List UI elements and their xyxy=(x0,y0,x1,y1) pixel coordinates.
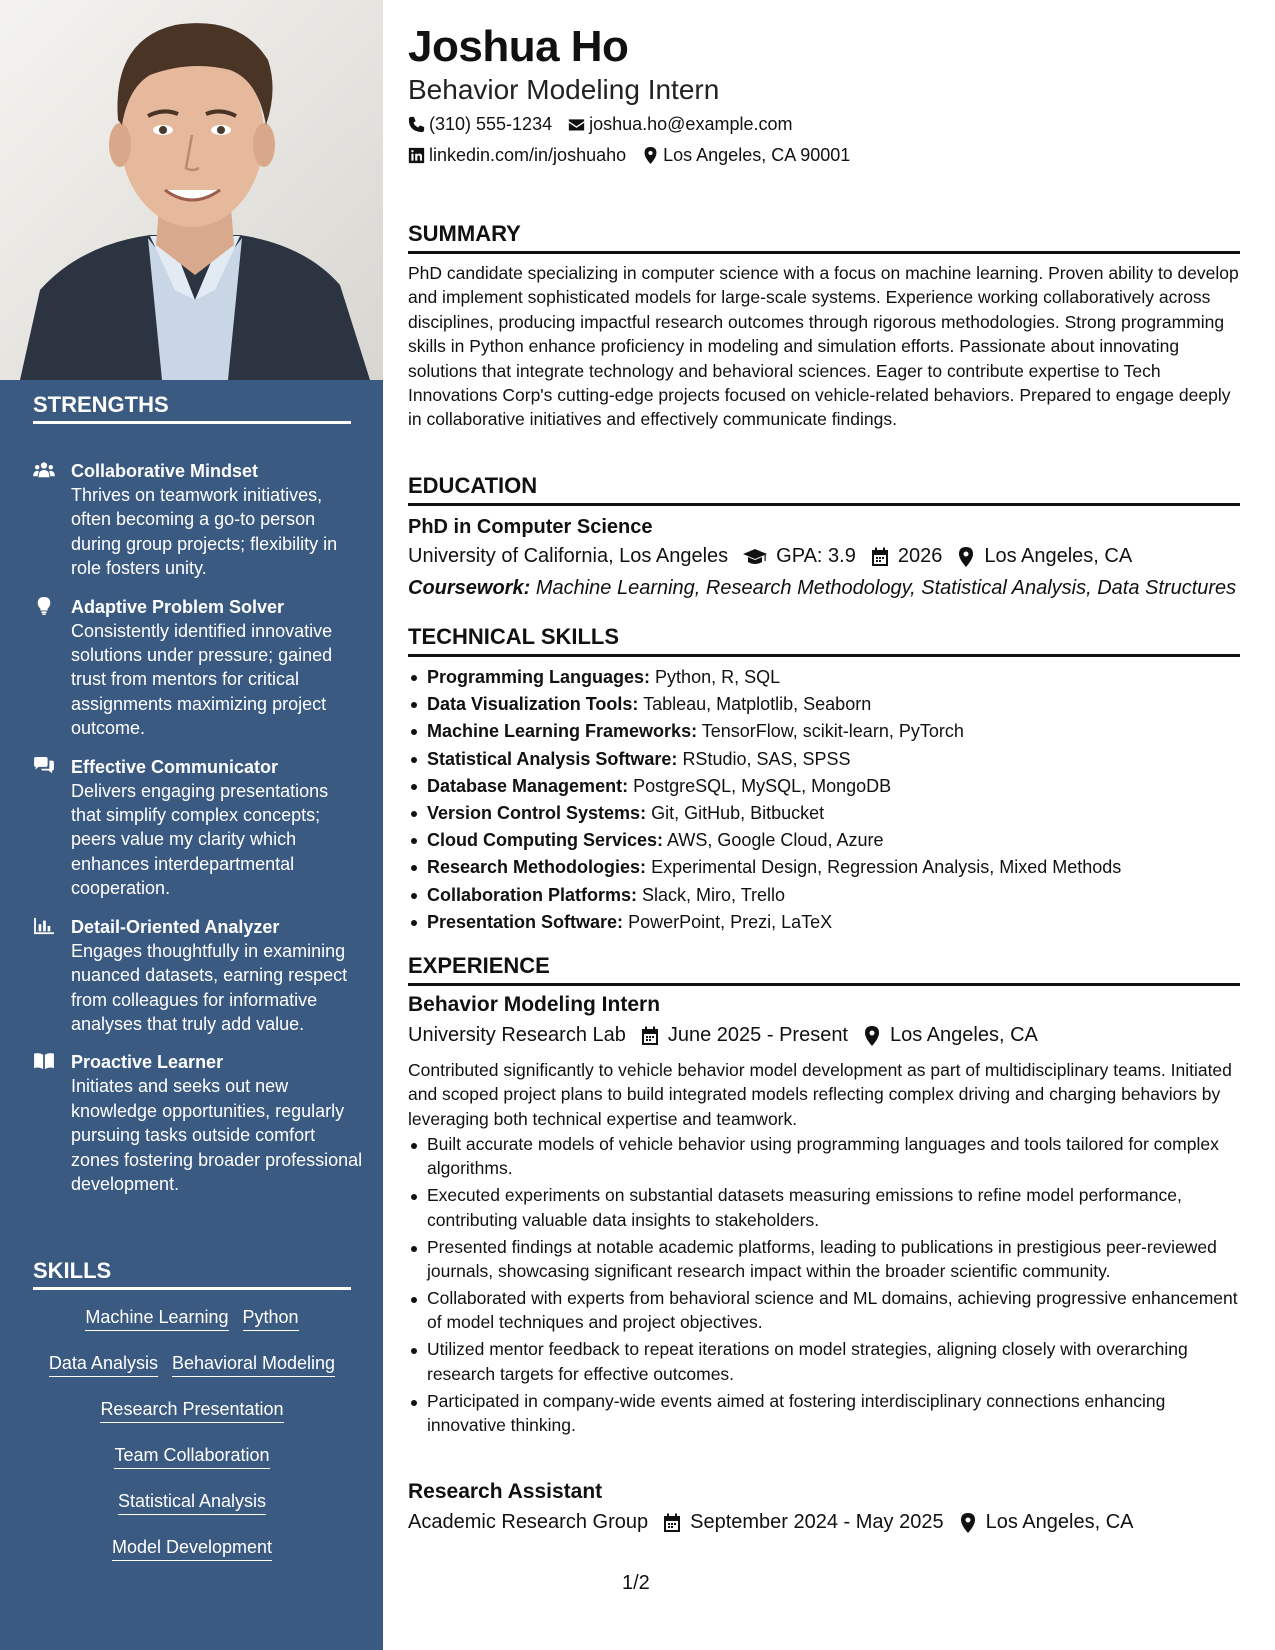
gpa xyxy=(742,545,856,568)
strength-item xyxy=(33,459,363,581)
coursework xyxy=(408,577,1236,600)
profile-photo-illustration xyxy=(0,0,383,380)
list-item xyxy=(408,718,1240,745)
skill-label: Database Management: xyxy=(427,775,629,796)
skill-value: PowerPoint, Prezi, LaTeX xyxy=(628,911,833,932)
job-dates xyxy=(662,1511,944,1534)
contact-row xyxy=(408,114,808,135)
skill-value: Tableau, Matplotlib, Seaborn xyxy=(643,694,872,715)
list-item xyxy=(408,691,1240,718)
dates-text: September 2024 - May 2025 xyxy=(690,1511,944,1533)
calendar-icon xyxy=(640,1026,660,1046)
skill-label: Statistical Analysis Software: xyxy=(427,748,678,769)
skill-tag: Team Collaboration xyxy=(114,1444,269,1469)
coursework-label: Coursework: xyxy=(408,577,531,599)
strengths-list xyxy=(33,459,363,1210)
strength-description: Delivers engaging presentations that simplify complex concepts; peers value my clarity which enhances interdepartmental cooperation. xyxy=(71,780,329,899)
email-link[interactable]: joshua.ho@example.com xyxy=(589,114,793,134)
strength-item xyxy=(33,915,363,1037)
skills-heading: SKILLS xyxy=(33,1258,351,1290)
strength-description: Initiates and seeks out new knowledge opportunities, regularly pursuing tasks outside comfort zones fostering broader professional development. xyxy=(71,1076,363,1194)
strength-description: Thrives on teamwork initiatives, often becoming a go-to person during group projects; flexibility in role fosters unity. xyxy=(71,485,338,579)
strengths-heading: STRENGTHS xyxy=(33,392,351,424)
job-location xyxy=(862,1024,1038,1047)
phone-number: (310) 555-1234 xyxy=(429,114,553,134)
location-text: Los Angeles, CA xyxy=(890,1024,1038,1046)
strength-item xyxy=(33,595,363,741)
summary-heading: SUMMARY xyxy=(408,221,1240,254)
contact-row xyxy=(408,145,866,166)
strength-title: Adaptive Problem Solver xyxy=(71,596,285,617)
skill-tag: Statistical Analysis xyxy=(118,1490,266,1515)
skill-label: Research Methodologies: xyxy=(427,857,647,878)
graduation-cap-icon xyxy=(742,547,768,567)
strength-item xyxy=(33,1050,363,1196)
linkedin-contact[interactable] xyxy=(408,145,626,166)
organization xyxy=(408,1024,626,1047)
phone-contact xyxy=(408,114,552,135)
education-heading: EDUCATION xyxy=(408,473,1240,506)
profile-photo xyxy=(0,0,383,380)
list-item: Utilized mentor feedback to repeat iterations on model strategies, aligning closely with overarching research targets for effective outcomes. xyxy=(408,1337,1240,1386)
skill-value: Slack, Miro, Trello xyxy=(642,884,786,905)
list-item: Collaborated with experts from behavioral science and ML domains, achieving progressive enhancement of model techniques and project objectives. xyxy=(408,1286,1240,1335)
technical-skills-list xyxy=(408,664,1240,936)
skill-tag: Behavioral Modeling xyxy=(172,1352,335,1377)
strength-item xyxy=(33,755,363,901)
linkedin-icon xyxy=(408,147,425,164)
skill-label: Data Visualization Tools: xyxy=(427,694,639,715)
skill-value: Git, GitHub, Bitbucket xyxy=(651,803,825,824)
graduation-year xyxy=(870,545,943,568)
strength-title: Proactive Learner xyxy=(71,1052,224,1073)
map-pin-icon xyxy=(958,1513,978,1533)
skill-tag: Machine Learning xyxy=(85,1306,228,1331)
skill-tag: Data Analysis xyxy=(49,1352,158,1377)
school-text: University of California, Los Angeles xyxy=(408,545,729,567)
bar-chart-icon xyxy=(33,915,71,1037)
job-meta xyxy=(408,1024,1052,1047)
location-text: Los Angeles, CA 90001 xyxy=(663,145,851,165)
skill-label: Presentation Software: xyxy=(427,911,624,932)
job-location xyxy=(958,1511,1134,1534)
dates-text: June 2025 - Present xyxy=(667,1024,848,1046)
skill-tag: Research Presentation xyxy=(100,1398,283,1423)
users-icon xyxy=(33,459,71,581)
comments-icon xyxy=(33,755,71,901)
list-item xyxy=(408,773,1240,800)
location-text: Los Angeles, CA xyxy=(985,1511,1134,1533)
list-item: Participated in company-wide events aimed at fostering interdisciplinary connections enhancing innovative thinking. xyxy=(408,1389,1240,1438)
linkedin-link[interactable]: linkedin.com/in/joshuaho xyxy=(429,145,627,165)
gpa-text: GPA: 3.9 xyxy=(776,545,856,567)
book-open-icon xyxy=(33,1050,71,1196)
list-item xyxy=(408,664,1240,691)
location-text: Los Angeles, CA xyxy=(984,545,1133,567)
strength-title: Collaborative Mindset xyxy=(71,461,259,481)
phone-icon xyxy=(408,116,425,133)
technical-skills-heading: TECHNICAL SKILLS xyxy=(408,624,1240,657)
skill-value: TensorFlow, scikit-learn, PyTorch xyxy=(701,721,964,742)
education-meta xyxy=(408,545,1146,568)
list-item xyxy=(408,909,1240,936)
year-text: 2026 xyxy=(897,545,943,567)
candidate-name: Joshua Ho xyxy=(408,22,629,71)
list-item xyxy=(408,827,1240,854)
lightbulb-icon xyxy=(33,595,71,741)
summary-text: PhD candidate specializing in computer science with a focus on machine learning. Proven ability to develop and implement sophisticated models for large-scale systems. Experience working collaboratively across disciplines, producing impactful research outcomes through rigorous methodologies. Strong programming skills in Python enhance proficiency in modeling and simulation efforts. Passionate about innovating solutions that integrate technology and behavioral sciences. Eager to contribute expertise to Tech Innovations Corp's cutting-edge projects focused on vehicle-related behaviors. Prepared to engage deeply in collaborative initiatives and effectively communicate findings. xyxy=(408,263,1239,430)
org-text: University Research Lab xyxy=(408,1024,626,1046)
skill-value: PostgreSQL, MySQL, MongoDB xyxy=(633,775,892,796)
location-contact xyxy=(642,145,850,166)
school-name xyxy=(408,545,728,568)
map-pin-icon xyxy=(956,547,976,567)
list-item xyxy=(408,854,1240,881)
experience-heading: EXPERIENCE xyxy=(408,953,1240,986)
job-description: Contributed significantly to vehicle behavior model development as part of multidisciplinary teams. Initiated and scoped project plans to build integrated models reflecting complex driving and charging behaviors by leveraging both technical expertise and teamwork. xyxy=(408,1060,1232,1129)
job-title: Research Assistant xyxy=(408,1480,603,1503)
org-text: Academic Research Group xyxy=(408,1511,649,1533)
email-contact[interactable] xyxy=(568,114,792,135)
skill-value: Experimental Design, Regression Analysis, Mixed Methods xyxy=(651,857,1122,878)
job-bullets xyxy=(408,1132,1240,1440)
skill-tag: Model Development xyxy=(112,1536,272,1561)
strength-title: Detail-Oriented Analyzer xyxy=(71,916,280,937)
calendar-icon xyxy=(870,547,890,567)
sidebar xyxy=(0,0,383,1650)
coursework-text: Machine Learning, Research Methodology, Statistical Analysis, Data Structures xyxy=(535,577,1237,599)
list-item xyxy=(408,800,1240,827)
candidate-title: Behavior Modeling Intern xyxy=(408,74,720,105)
list-item xyxy=(408,882,1240,909)
list-item: Executed experiments on substantial datasets measuring emissions to refine model performance, contributing valuable data insights to stakeholders. xyxy=(408,1183,1240,1232)
skill-label: Collaboration Platforms: xyxy=(427,884,638,905)
list-item: Built accurate models of vehicle behavior using programming languages and tools tailored for complex algorithms. xyxy=(408,1132,1240,1181)
job-dates xyxy=(640,1024,848,1047)
skill-label: Programming Languages: xyxy=(427,667,651,687)
map-pin-icon xyxy=(642,147,659,164)
skill-value: RStudio, SAS, SPSS xyxy=(682,748,851,769)
envelope-icon xyxy=(568,116,585,133)
strength-description: Consistently identified innovative solutions under pressure; gained trust from mentors for critical assignments maximizing project outcome. xyxy=(71,620,333,739)
job-meta xyxy=(408,1511,1147,1534)
skill-value: Python, R, SQL xyxy=(655,667,781,687)
calendar-icon xyxy=(662,1513,682,1533)
skill-label: Cloud Computing Services: xyxy=(427,830,664,851)
education-location xyxy=(956,545,1132,568)
organization xyxy=(408,1511,648,1534)
skill-label: Machine Learning Frameworks: xyxy=(427,721,698,742)
job-title: Behavior Modeling Intern xyxy=(408,993,661,1016)
map-pin-icon xyxy=(862,1026,882,1046)
degree-title: PhD in Computer Science xyxy=(408,516,653,538)
list-item xyxy=(408,746,1240,773)
skill-tag: Python xyxy=(243,1306,299,1331)
strength-title: Effective Communicator xyxy=(71,756,279,777)
skills-tags xyxy=(33,1306,351,1582)
list-item: Presented findings at notable academic platforms, leading to publications in prestigious peer-reviewed journals, showcasing significant research impact within the broader scientific community. xyxy=(408,1235,1240,1284)
page-number: 1/2 xyxy=(622,1572,650,1594)
strength-description: Engages thoughtfully in examining nuanced datasets, earning respect from colleagues for informative analyses that truly add value. xyxy=(71,940,348,1034)
skill-label: Version Control Systems: xyxy=(427,803,647,824)
skill-value: AWS, Google Cloud, Azure xyxy=(667,830,884,851)
